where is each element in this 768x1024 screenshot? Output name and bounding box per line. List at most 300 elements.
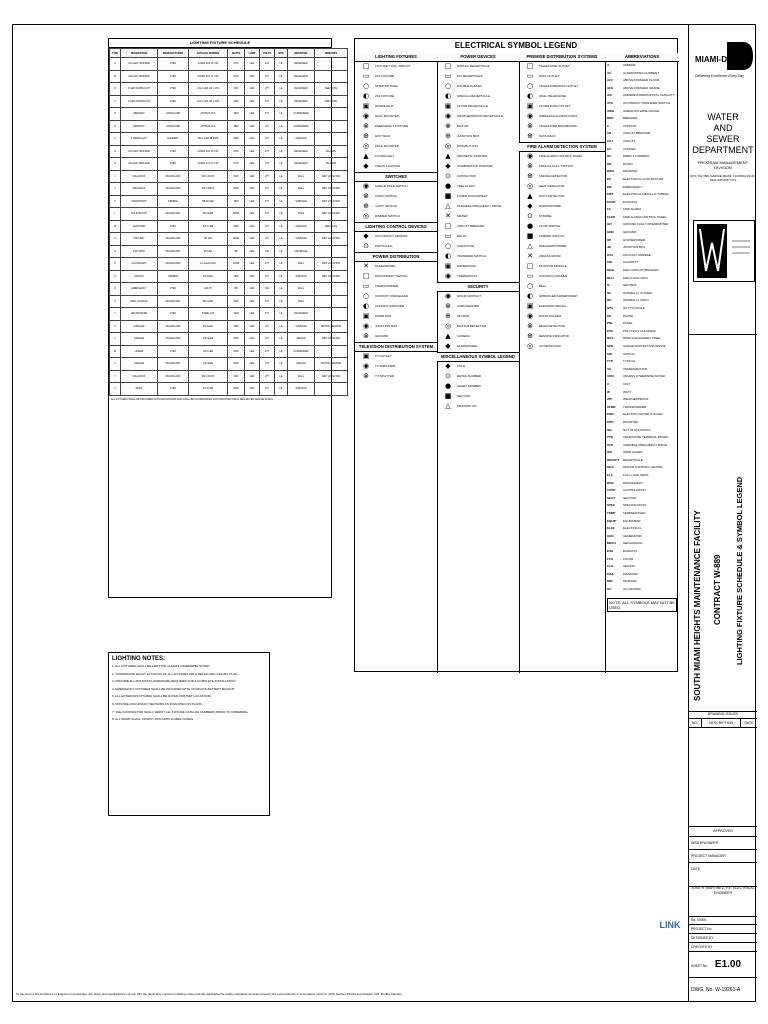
abbreviation-key: CU — [607, 146, 612, 151]
abbreviation-key: XFMR — [607, 404, 616, 409]
abbreviation-value: PHASE — [623, 313, 634, 318]
abbreviation-key: SPD — [607, 343, 614, 348]
schedule-cell: 277 — [260, 83, 275, 96]
abbreviation-row — [605, 161, 679, 169]
schedule-cell: 277 — [260, 208, 275, 221]
schedule-cell: 3W — [228, 245, 245, 258]
schedule-row — [110, 70, 348, 83]
lighting-note: 2. COORDINATE EXACT LOCATION OF ALL FIXTURES WITH REFLECTED CEILING PLAN. — [112, 671, 238, 676]
schedule-cell: 37W — [228, 145, 245, 158]
drawing-number: DWG. No. W-19261-A — [691, 987, 741, 993]
schedule-cell: LED — [245, 345, 260, 358]
legend-symbol-icon: ◉ — [362, 112, 370, 121]
legend-symbol-icon: ⊙ — [527, 212, 533, 221]
abbreviation-value: COPPER — [623, 146, 636, 151]
schedule-cell: ISLANDS — [315, 145, 348, 158]
schedule-cell: V — [110, 333, 121, 346]
legend-item — [519, 322, 605, 332]
schedule-cell: N — [110, 233, 121, 246]
legend-item — [355, 142, 437, 152]
legend-item-label: PANELBOARD — [375, 264, 396, 269]
legend-item — [437, 392, 519, 402]
schedule-cell: LED — [245, 145, 260, 158]
lighting-note: 5. ALL EXTERIOR FIXTURES SHALL BE RATED FOR WET LOCATIONS. — [112, 694, 212, 699]
legend-symbol-icon: △ — [445, 202, 451, 211]
schedule-header-cell: MOUNTING — [288, 49, 315, 58]
legend-item-label: SPRINKLER SUPERVISORY — [539, 294, 579, 299]
schedule-cell: HB 24K — [189, 233, 228, 246]
schedule-cell: LED — [245, 383, 260, 396]
abbreviation-row — [605, 229, 679, 237]
abbreviation-key: DISC — [607, 480, 615, 485]
schedule-cell: 22W — [228, 295, 245, 308]
legend-symbol-icon: ◉ — [526, 312, 534, 321]
abbreviation-row — [605, 525, 679, 533]
schedule-cell: 160W — [228, 233, 245, 246]
legend-item — [437, 262, 519, 272]
schedule-cell: CEILING — [288, 333, 315, 346]
abbreviation-value: AMPERE INTERRUPTING CAPACITY — [623, 93, 675, 98]
abbreviation-key: C — [607, 123, 610, 128]
legend-item-label: EXIT SIGN — [375, 134, 390, 139]
legend-symbol-icon: ● — [444, 182, 452, 191]
legend-symbol-icon: ◆ — [445, 162, 451, 171]
abbreviation-key: MTD — [607, 419, 614, 424]
legend-symbol-icon: ⊙ — [363, 242, 369, 251]
schedule-cell: WET LOCATION — [315, 208, 348, 221]
legend-symbol-icon: ⊗ — [445, 302, 451, 311]
legend-symbol-icon: ◎ — [444, 322, 452, 331]
schedule-cell: WALLPACK — [121, 170, 158, 183]
legend-item-label: HORN/STROBE — [539, 204, 562, 209]
schedule-cell: E — [110, 120, 121, 133]
schedule-cell: LED — [245, 208, 260, 221]
abbreviation-key: EC — [607, 176, 612, 181]
legend-item-label: COMBINATION STARTER — [457, 164, 493, 169]
legend-symbol-icon: ▣ — [362, 312, 370, 321]
schedule-cell: KB 48 LED — [189, 195, 228, 208]
schedule-row — [110, 233, 348, 246]
legend-item — [519, 272, 605, 282]
schedule-cell: 277 — [260, 295, 275, 308]
schedule-cell: XZ2ML 2X4 LT-V15 — [189, 145, 228, 158]
abbreviation-value: CONDUIT — [623, 123, 637, 128]
legend-item-label: CIRCUIT BREAKER — [457, 224, 485, 229]
schedule-cell — [315, 283, 348, 296]
abbreviations-title: ABBREVIATIONS — [605, 53, 679, 62]
code-compliance-footnote: To the best of the Architect's or Engineer's knowledge, the plans and specifications comply with the applicable minimum building codes and the applicable fire-safety standards as determined by the local authority in accordance with F.S. 2010 Section 553.64 and Chapter 633, Florida Statutes. — [16, 992, 403, 996]
schedule-row — [110, 333, 348, 346]
schedule-cell: MCFARLAND — [158, 208, 189, 221]
abbreviation-value: GROUND FAULT INTERRUPTER — [623, 222, 669, 227]
schedule-cell: LED — [245, 133, 260, 146]
project-number: PROJECT No. — [689, 925, 757, 934]
schedule-row — [110, 58, 348, 71]
legend-item-label: KEYPAD — [457, 314, 469, 319]
legend-item — [519, 192, 605, 202]
abbreviation-value: MOTOR CONTROL CENTER — [623, 465, 663, 470]
abbreviation-value: MINIMUM — [623, 579, 637, 584]
legend-item-label: FLOOR RECEPTACLE — [457, 104, 488, 109]
legend-item — [355, 302, 437, 312]
legend-item — [355, 332, 437, 342]
schedule-cell: LED — [245, 158, 260, 171]
schedule-row — [110, 245, 348, 258]
schedule-cell: SUSPENDED — [288, 345, 315, 358]
drawing-issues-block — [689, 710, 757, 827]
schedule-row — [110, 370, 348, 383]
schedule-cell: LED STRIP — [121, 220, 158, 233]
schedule-cell — [315, 58, 348, 71]
abbreviation-row — [605, 449, 679, 457]
abbreviations-note: NOTE: ALL SYMBOLS MAY NOT BE USED. — [607, 598, 677, 612]
abbreviation-value: MECHANICAL — [623, 541, 643, 546]
legend-symbol-icon: ⊕ — [527, 172, 533, 181]
abbreviation-value: GENERATOR — [623, 533, 642, 538]
abbreviation-value: MAIN LUGS ONLY — [623, 275, 649, 280]
schedule-cell: LE — [275, 333, 288, 346]
legend-item — [519, 332, 605, 342]
schedule-cell: SEE NOTE — [315, 220, 348, 233]
legend-item-label: CAPACITOR — [457, 244, 475, 249]
legend-section-title: FIRE ALARM DETECTION SYSTEM — [519, 142, 605, 152]
legend-symbol-icon: ◉ — [444, 272, 452, 281]
legend-item — [437, 302, 519, 312]
legend-symbol-icon: ◆ — [363, 232, 369, 241]
schedule-cell: WS 2LED — [189, 295, 228, 308]
schedule-cell: LE — [275, 83, 288, 96]
abbreviation-key: NC — [607, 290, 612, 295]
legend-symbol-icon: ⊗ — [527, 162, 533, 171]
schedule-cell: J — [110, 183, 121, 196]
legend-item-label: DATA OUTLET — [539, 74, 560, 79]
legend-section-title: POWER DEVICES — [437, 53, 519, 62]
schedule-cell: PENDANT — [121, 108, 158, 121]
legend-item-label: FLOODLIGHT — [375, 154, 395, 159]
abbreviation-key: DC — [607, 154, 612, 159]
abbreviation-row — [605, 62, 679, 70]
legend-item — [437, 152, 519, 162]
abbreviation-row — [605, 578, 679, 586]
legend-symbol-icon: ⊕ — [445, 312, 451, 321]
legend-item-label: ELEVATOR RECALL — [539, 304, 568, 309]
legend-item-label: TRANSFORMER — [375, 284, 399, 289]
abbreviation-key: PVC — [607, 328, 614, 333]
legend-item-label: OCCUPANCY SENSOR — [375, 234, 408, 239]
schedule-cell: SF 4LED — [189, 320, 228, 333]
schedule-cell: UNIVERSAL — [288, 245, 315, 258]
legend-item-label: THERMOSTAT — [457, 274, 478, 279]
schedule-cell: LE — [275, 345, 288, 358]
abbreviation-key: EXIST — [607, 199, 616, 204]
schedule-cell: LE — [275, 383, 288, 396]
legend-item-label: 2X2 FIXTURE — [375, 94, 395, 99]
legend-item-label: METER — [457, 214, 468, 219]
schedule-cell: SUSPENDED — [288, 120, 315, 133]
schedule-cell: Y — [110, 370, 121, 383]
legend-symbol-icon: ◐ — [526, 292, 534, 301]
schedule-cell: LE — [275, 183, 288, 196]
legend-symbol-icon: ▣ — [444, 262, 452, 271]
schedule-cell: LED — [245, 295, 260, 308]
legend-item — [355, 282, 437, 292]
abbreviation-key: SECT — [607, 495, 616, 500]
legend-item — [437, 382, 519, 392]
legend-item — [437, 292, 519, 302]
legend-symbol-icon: ▭ — [526, 72, 534, 81]
schedule-header-cell: CATALOG NUMBER — [189, 49, 228, 58]
schedule-notes: ALL FIXTURES SHALL BE PROVIDED WITH LED DRIVERS AND SHALL BE COORDINATED WITH ARCHITECTURAL REFLECTED CEILING PLANS. — [111, 397, 274, 401]
legend-item — [519, 62, 605, 72]
schedule-cell: 30W — [228, 370, 245, 383]
abbreviation-value: RIGID GALVANIZED STEEL — [623, 336, 662, 341]
schedule-cell: D — [110, 108, 121, 121]
abbreviation-key: ATS — [607, 100, 613, 105]
abbreviation-key: EXH — [607, 549, 614, 553]
legend-symbol-icon: ◐ — [362, 302, 370, 311]
schedule-cell: LED — [245, 120, 260, 133]
legend-item — [437, 72, 519, 82]
schedule-cell: MCFARLAND — [158, 170, 189, 183]
abbreviation-row — [605, 237, 679, 245]
schedule-cell: RECESSED — [288, 308, 315, 321]
schedule-cell: WET LOCATION — [315, 233, 348, 246]
consultant-logo: LINK — [659, 920, 681, 930]
schedule-cell: LE — [275, 158, 288, 171]
symbol-legend — [354, 38, 678, 672]
legend-item-label: DOOR HOLDER — [539, 314, 562, 319]
legend-section-title: TELEVISION DISTRIBUTION SYSTEM — [355, 342, 437, 352]
checked-by: CHECKED BY — [689, 943, 757, 952]
legend-item-label: TV AMPLIFIER — [375, 364, 396, 369]
legend-item — [437, 92, 519, 102]
legend-item-label: CONTROL MODULE — [539, 274, 568, 279]
legend-item-label: SPEAKER/STROBE — [539, 244, 567, 249]
schedule-cell: LITEFIGURE — [158, 108, 189, 121]
schedule-cell: L — [110, 208, 121, 221]
lighting-note: 3. PROVIDE ALL MOUNTING HARDWARE REQUIRED FOR A COMPLETE INSTALLATION. — [112, 679, 237, 684]
legend-item — [437, 132, 519, 142]
abbreviation-key: DN — [607, 161, 612, 166]
schedule-cell — [315, 120, 348, 133]
schedule-header-cell: MANUFACTURER — [158, 49, 189, 58]
schedule-cell: PM 4LED — [189, 208, 228, 221]
schedule-cell: W — [110, 345, 121, 358]
legend-item-label: DISCONNECT SWITCH — [375, 274, 408, 279]
abbreviation-key: FACP — [607, 214, 616, 219]
legend-item-label: TITLE — [457, 364, 466, 369]
lighting-note: 4. EMERGENCY FIXTURES SHALL BE PROVIDED WITH 90 MINUTE BATTERY BACKUP. — [112, 686, 235, 691]
schedule-cell: ZTEK — [158, 383, 189, 396]
abbreviation-key: GND — [607, 230, 614, 235]
contract-number: CONTRACT W-889 — [713, 554, 722, 625]
schedule-cell: RECESSED — [288, 70, 315, 83]
legend-item-label: WEATHERPROOF RECEPTACLE — [457, 114, 504, 119]
abbreviation-row — [605, 366, 679, 374]
legend-item-label: MOTION DETECTOR — [457, 324, 487, 329]
abbreviation-row — [605, 108, 679, 116]
schedule-cell: 54W — [228, 183, 245, 196]
legend-symbol-icon: ■ — [526, 232, 534, 241]
legend-symbol-icon: ○ — [362, 82, 370, 91]
abbreviation-row — [605, 184, 679, 192]
abbreviation-row — [605, 199, 679, 207]
legend-symbol-icon: ◎ — [444, 142, 452, 151]
legend-symbol-icon: ◆ — [527, 202, 533, 211]
schedule-cell: LE — [275, 358, 288, 371]
schedule-cell: LE — [275, 195, 288, 208]
legend-symbol-icon: ⊗ — [363, 192, 369, 201]
legend-symbol-icon: ○ — [444, 242, 452, 251]
schedule-cell: LE — [275, 58, 288, 71]
schedule-cell: 277 — [260, 145, 275, 158]
abbreviation-row — [605, 138, 679, 146]
abbreviation-value: RECEPTACLE — [623, 457, 643, 462]
abbreviation-key: MAX — [607, 571, 614, 576]
legend-section-title: PREMISE DISTRIBUTION SYSTEMS — [519, 53, 605, 62]
schedule-cell: 277 — [260, 70, 275, 83]
abbreviation-key: FLR — [607, 556, 613, 561]
schedule-cell: SURFACE — [288, 270, 315, 283]
abbreviation-row — [605, 153, 679, 161]
abbreviation-key: EMT — [607, 192, 614, 197]
schedule-cell: LE — [275, 170, 288, 183]
abbreviation-key: KVA — [607, 252, 614, 257]
project-name: SOUTH MIAMI HEIGHTS MAINTENANCE FACILITY — [693, 510, 702, 701]
legend-item-label: WALL TELEPHONE — [539, 94, 566, 99]
schedule-cell: 37W — [228, 158, 245, 171]
legend-symbol-icon: ▲ — [363, 152, 369, 161]
schedule-cell: APHX2S 4CA — [189, 120, 228, 133]
schedule-cell: 60W — [228, 333, 245, 346]
abbreviation-value: MAXIMUM — [623, 571, 638, 576]
schedule-cell: LE — [275, 245, 288, 258]
abbreviation-key: AFG — [607, 85, 614, 90]
schedule-header-cell: LAMP — [245, 49, 260, 58]
schedule-cell: F — [110, 133, 121, 146]
schedule-cell: 120 — [260, 58, 275, 71]
schedule-cell: ZTEK — [158, 95, 189, 108]
abbreviation-value: AMPERE — [623, 63, 636, 67]
schedule-cell: ZTEK — [158, 145, 189, 158]
legend-item — [355, 352, 437, 362]
abbreviation-row — [605, 100, 679, 108]
schedule-cell: X — [110, 358, 121, 371]
schedule-row — [110, 208, 348, 221]
schedule-cell: 40W — [228, 220, 245, 233]
schedule-cell: EX LED — [189, 245, 228, 258]
schedule-row — [110, 383, 348, 396]
abbreviation-key: EWC — [607, 412, 614, 417]
abbreviation-row — [605, 586, 679, 594]
sheet-title: LIGHTING FIXTURE SCHEDULE & SYMBOL LEGEND — [735, 476, 744, 665]
legend-item — [437, 332, 519, 342]
legend-symbol-icon: ■ — [444, 192, 452, 201]
schedule-cell: LE — [275, 145, 288, 158]
abbreviation-key: UON — [607, 374, 614, 379]
schedule-cell: MCFARLAND — [158, 358, 189, 371]
schedule-cell: WALLPACK — [121, 370, 158, 383]
schedule-cell: B — [110, 83, 121, 96]
legend-item-label: VARIABLE FREQUENCY DRIVE — [457, 204, 502, 209]
schedule-cell: MCFARLAND — [158, 320, 189, 333]
schedule-cell: LED — [245, 220, 260, 233]
schedule-cell: SURFACE — [288, 133, 315, 146]
abbreviation-row — [605, 434, 679, 442]
legend-item-label: FIXTURE TYPE, CIRCUIT — [375, 64, 411, 69]
schedule-cell: M — [110, 220, 121, 233]
schedule-cell: LE — [275, 295, 288, 308]
abbreviation-value: NORMALLY CLOSED — [623, 290, 653, 295]
legend-symbol-icon: ◐ — [444, 252, 452, 261]
abbreviation-key: MECH — [607, 541, 616, 546]
abbreviation-value: TELEPHONE TERMINAL BOARD — [623, 435, 669, 440]
legend-symbol-icon: △ — [445, 402, 451, 411]
schedule-cell: WX 1 LED 48 4000 — [189, 133, 228, 146]
abbreviation-key: MCC — [607, 465, 614, 470]
abbreviation-key: MCB — [607, 268, 614, 273]
legend-symbol-icon: △ — [527, 242, 533, 251]
abbreviation-row — [605, 290, 679, 298]
schedule-cell: LED — [245, 170, 260, 183]
legend-symbol-icon: ● — [444, 382, 452, 391]
schedule-cell — [315, 70, 348, 83]
schedule-header-cell: VOLTS — [260, 49, 275, 58]
legend-item — [437, 322, 519, 332]
legend-symbol-icon: ⊗ — [363, 122, 369, 131]
schedule-cell: GR 4LED — [189, 358, 228, 371]
schedule-cell: 180W — [228, 208, 245, 221]
legend-item-label: TRANSFER SWITCH — [457, 254, 486, 259]
schedule-cell: PENDANT — [121, 120, 158, 133]
abbreviation-key: AFF — [607, 78, 613, 83]
schedule-row — [110, 170, 348, 183]
schedule-cell: 277 — [260, 133, 275, 146]
schedule-cell: WP 4 PACK — [189, 170, 228, 183]
legend-item — [355, 182, 437, 192]
legend-item — [519, 312, 605, 322]
schedule-cell: CEILING — [288, 358, 315, 371]
legend-item-label: DUCT DETECTOR — [539, 194, 565, 199]
legend-item — [519, 172, 605, 182]
schedule-cell: LED — [245, 70, 260, 83]
schedule-cell: 45W — [228, 270, 245, 283]
abbreviation-key: CB — [607, 131, 612, 136]
schedule-cell: ST 4 LED — [189, 220, 228, 233]
legend-item — [355, 322, 437, 332]
schedule-cell: APHX2S 4CA — [189, 108, 228, 121]
abbreviation-row — [605, 389, 679, 397]
abbreviation-key: CKT — [607, 138, 614, 143]
legend-item — [355, 292, 437, 302]
legend-item — [355, 82, 437, 92]
approval-engineer: WSD ENGINEER — [689, 837, 757, 850]
abbreviation-row — [605, 221, 679, 229]
legend-item-label: WALL MOUNTED — [375, 114, 399, 119]
legend-item — [519, 92, 605, 102]
legend-symbol-icon: ◆ — [445, 362, 451, 371]
engineer-seal: JOSE R. MARTINEZ, P.E. ELECTRICAL ENGINEER — [689, 886, 757, 917]
legend-item-label: GENERATOR — [457, 264, 476, 269]
schedule-header-cell: DESCRIPTION — [121, 49, 158, 58]
abbreviation-value: NOT TO SCALE — [623, 306, 645, 310]
legend-item-label: MOTOR — [457, 124, 469, 129]
abbreviation-key: A — [607, 63, 610, 67]
schedule-cell: ZTEK — [158, 283, 189, 296]
legend-item — [355, 62, 437, 72]
abbreviation-value: UNLESS OTHERWISE NOTED — [623, 374, 666, 379]
abbreviation-row — [605, 85, 679, 93]
